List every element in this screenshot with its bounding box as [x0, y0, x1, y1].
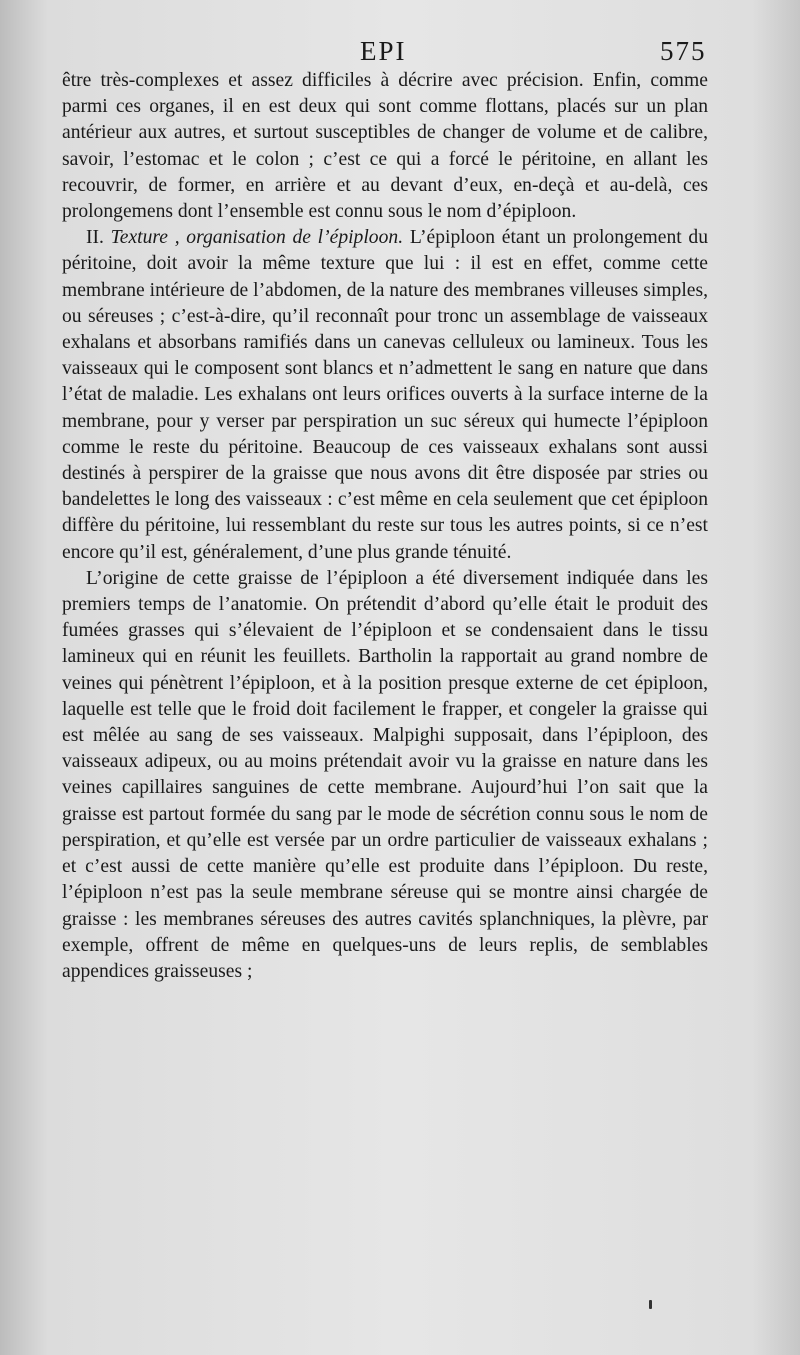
body-text [62, 68, 708, 985]
page-header [0, 36, 800, 70]
paragraph-1: être très-complexes et assez difficiles à décrire avec précision. Enfin, comme parmi ces organes, il en est deux qui sont comme flottans, placés sur un plan antérieur aux autres, et surtout susceptibles de changer de volume et de calibre, savoir, l’estomac et le colon ; c’est ce qui a forcé le péritoine, en allant les recouvrir, de former, en arrière et au devant d’eux, en-deçà et au-delà, ces prolongemens dont l’ensemble est connu sous le nom d’épiploon. [62, 70, 708, 223]
running-head: EPI [360, 36, 407, 66]
section-title: Texture , organisation de l’épiploon. [110, 227, 404, 249]
paragraph-2 [62, 225, 708, 566]
paragraph-3: L’origine de cette graisse de l’épiploon a été diversement indiquée dans les premiers temps de l’anatomie. On prétendit d’abord qu’elle était le produit des fumées grasses qui s’élevaient de l’épiploon et se condensaient dans le tissu lamineux qui en réunit les feuillets. Bartholin la rapportait au grand nombre de veines qui pénètrent l’épiploon, et à la position presque externe de cet épiploon, laquelle est telle que le froid doit facilement le frapper, et congeler la graisse qui est mêlée au sang de ses vaisseaux. Malpighi supposait, dans l’épiploon, des vaisseaux adipeux, ou au moins prétendait avoir vu la graisse en nature dans les veines capillaires sanguines de cette membrane. Aujourd’hui l’on sait que la graisse est partout formée du sang par le mode de sécrétion connu sous le nom de perspiration, et qu’elle est versée par un ordre particulier de vaisseaux exhalans ; et c’est aussi de cette manière qu’elle est produite dans l’épiploon. Du reste, l’épiploon n’est pas la seule membrane séreuse qui se montre ainsi chargée de graisse : les membranes séreuses des autres cavités splanchniques, la plèvre, par exemple, offrent de même en quelques-uns de leurs replis, de semblables appendices graisseuses ; [62, 567, 708, 982]
section-number: II. [86, 227, 104, 249]
paragraph-2-text: L’épiploon étant un prolongement du péritoine, doit avoir la même texture que lui : il est en effet, comme cette membrane intérieure de l’abdomen, de la nature des membranes villeuses simples, ou séreuses ; c’est-à-dire, qu’il reconnaît pour tronc un assemblage de vaisseaux exhalans et absorbans ramifiés dans un canevas celluleux ou lamineux. Tous les vaisseaux qui le composent sont blancs et n’admettent le sang en nature que dans l’état de maladie. Les exhalans ont leurs orifices ouverts à la surface interne de la membrane, pour y verser par perspiration un suc séreux qui humecte l’épiploon comme le reste du péritoine. Beaucoup de ces vaisseaux exhalans sont aussi destinés à perspirer de la graisse que nous avons dit être disposée par stries ou bandelettes le long des vaisseaux : c’est même en cela seulement que cet épiploon diffère du péritoine, lui ressemblant du reste sur tous les autres points, si ce n’est encore qu’il est, généralement, d’une plus grande ténuité. [62, 227, 708, 563]
ink-speck [649, 1300, 652, 1309]
page-number: 575 [660, 36, 707, 66]
